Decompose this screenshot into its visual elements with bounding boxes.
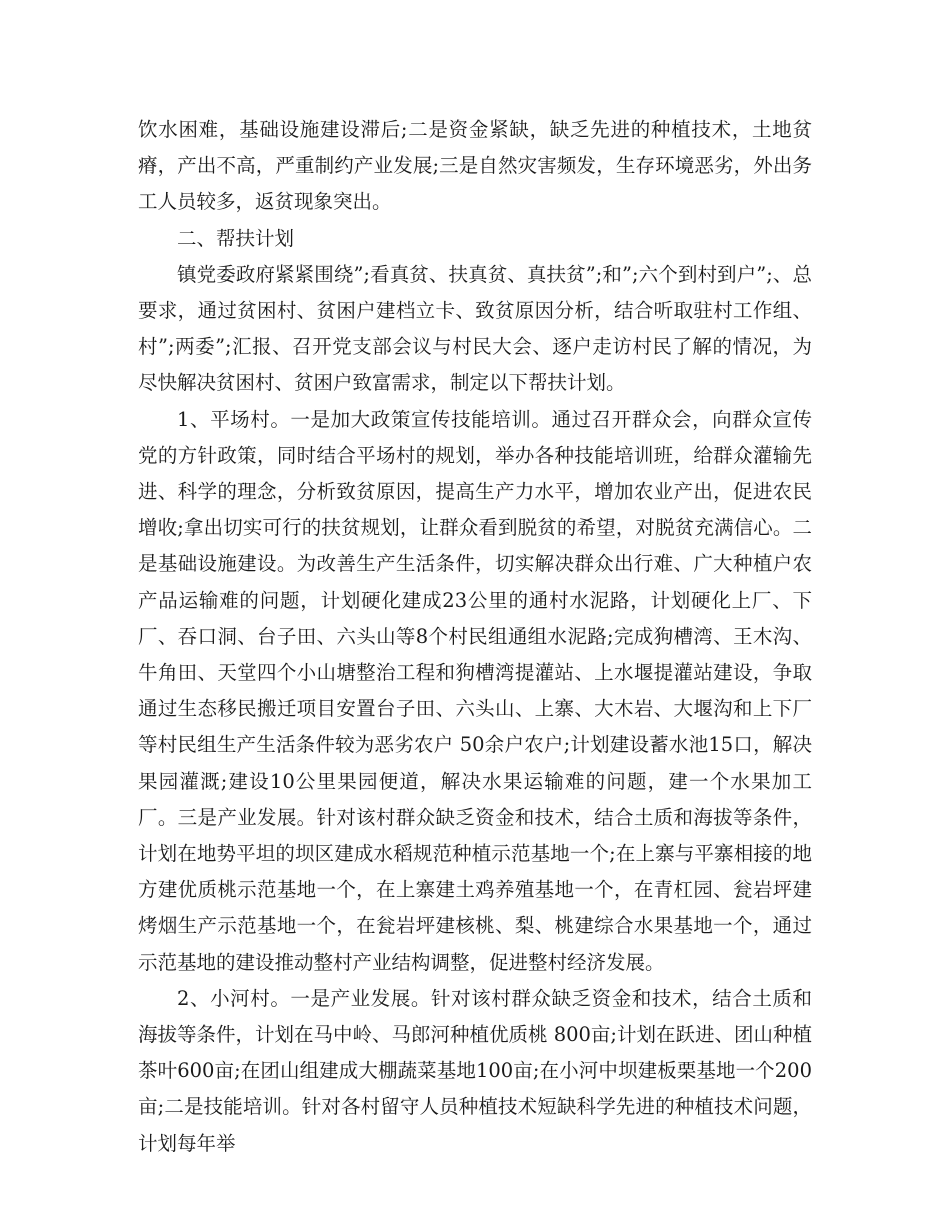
document-page — [138, 112, 812, 1162]
paragraph-pingchang-village: 1、平场村。一是加大政策宣传技能培训。通过召开群众会，向群众宣传党的方针政策，同时结合平场村的规划，举办各种技能培训班，给群众灌输先进、科学的理念，分析致贫原因，提高生产力水平，增加农业产出，促进农民增收;拿出切实可行的扶贫规划，让群众看到脱贫的希望，对脱贫充满信心。二是基础设施建设。为改善生产生活条件，切实解决群众出行难、广大种植户农产品运输难的问题，计划硬化建成23公里的通村水泥路，计划硬化上厂、下厂、吞口洞、台子田、六头山等8个村民组通组水泥路;完成狗槽湾、王木沟、牛角田、天堂四个小山塘整治工程和狗槽湾提灌站、上水堰提灌站建设，争取通过生态移民搬迁项目安置台子田、六头山、上寨、大木岩、大堰沟和上下厂等村民组生产生活条件较为恶劣农户 50余户农户;计划建设蓄水池15口，解决果园灌溉;建设10公里果园便道，解决水果运输难的问题，建一个水果加工厂。三是产业发展。针对该村群众缺乏资金和技术，结合土质和海拔等条件，计划在地势平坦的坝区建成水稻规范种植示范基地一个;在上寨与平寨相接的地方建优质桃示范基地一个，在上寨建土鸡养殖基地一个，在青杠园、瓮岩坪建烤烟生产示范基地一个，在瓮岩坪建核桃、梨、桃建综合水果基地一个，通过示范基地的建设推动整村产业结构调整，促进整村经济发展。 — [138, 407, 812, 974]
paragraph-xiaohe-village: 2、小河村。一是产业发展。针对该村群众缺乏资金和技术，结合土质和海拔等条件，计划在马中岭、马郎河种植优质桃 800亩;计划在跃进、团山种植茶叶600亩;在团山组建成大棚蔬菜基地100亩;在小河中坝建板栗基地一个200亩;二是技能培训。针对各村留守人员种植技术短缺科学先进的种植技术问题，计划每年举 — [138, 986, 812, 1155]
paragraph-1: 饮水困难，基础设施建设滞后;二是资金紧缺，缺乏先进的种植技术，土地贫瘠，产出不高，严重制约产业发展;三是自然灾害频发，生存环境恶劣，外出务工人员较多，返贫现象突出。 — [138, 118, 812, 214]
section-heading-help-plan: 二、帮扶计划 — [177, 226, 295, 250]
paragraph-2: 镇党委政府紧紧围绕”;看真贫、扶真贫、真扶贫”;和”;六个到村到户”;、总要求，通过贫困村、贫困户建档立卡、致贫原因分析，结合听取驻村工作组、村”;两委”;汇报、召开党支部会议与村民大会、逐户走访村民了解的情况，为尽快解决贫困村、贫困户致富需求，制定以下帮扶计划。 — [138, 262, 812, 395]
